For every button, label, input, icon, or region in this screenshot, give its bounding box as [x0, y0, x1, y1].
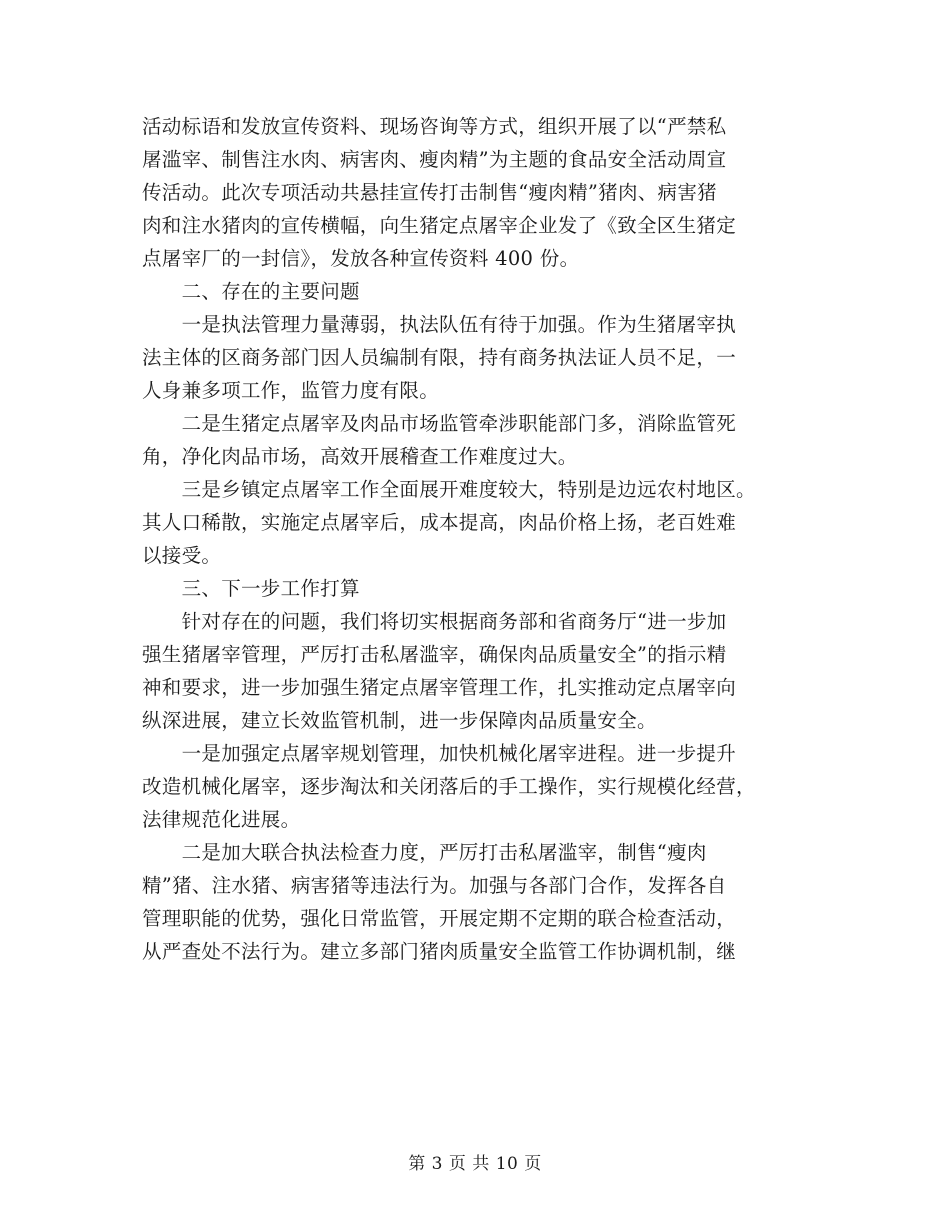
text-line: 活动标语和发放宣传资料、现场咨询等方式，组织开展了以“严禁私 — [142, 115, 727, 138]
text-line: 纵深进展，建立长效监管机制，进一步保障肉品质量安全。 — [142, 709, 657, 732]
text-line: 针对存在的问题，我们将切实根据商务部和省商务厅“进一步加 — [142, 610, 727, 633]
text-line: 改造机械化屠宰，逐步淘汰和关闭落后的手工操作，实行规模化经营， — [142, 775, 756, 798]
text-line: 传活动。此次专项活动共悬挂宣传打击制售“瘦肉精”猪肉、病害猪 — [142, 181, 717, 204]
text-line: 精”猪、注水猪、病害猪等违法行为。加强与各部门合作，发挥各自 — [142, 874, 727, 897]
text-line: 三是乡镇定点屠宰工作全面展开难度较大，特别是边远农村地区。 — [142, 478, 756, 501]
text-line: 点屠宰厂的一封信》，发放各种宣传资料 400 份。 — [142, 247, 580, 270]
text-line: 二是加大联合执法检查力度，严厉打击私屠滥宰，制售“瘦肉 — [142, 841, 707, 864]
text-line: 法律规范化进展。 — [142, 808, 301, 831]
text-line: 一是执法管理力量薄弱，执法队伍有待于加强。作为生猪屠宰执 — [142, 313, 737, 336]
text-line: 法主体的区商务部门因人员编制有限，持有商务执法证人员不足，一 — [142, 346, 737, 369]
text-line: 屠滥宰、制售注水肉、病害肉、瘦肉精”为主题的食品安全活动周宣 — [142, 148, 727, 171]
text-line: 二是生猪定点屠宰及肉品市场监管牵涉职能部门多，消除监管死 — [142, 412, 737, 435]
section-heading: 三、下一步工作打算 — [142, 577, 360, 600]
text-line: 神和要求，进一步加强生猪定点屠宰管理工作，扎实推动定点屠宰向 — [142, 676, 737, 699]
text-line: 以接受。 — [142, 544, 222, 567]
text-line: 强生猪屠宰管理，严厉打击私屠滥宰，确保肉品质量安全”的指示精 — [142, 643, 727, 666]
page-number-footer: 第 3 页 共 10 页 — [408, 1154, 542, 1174]
text-line: 其人口稀散，实施定点屠宰后，成本提高，肉品价格上扬，老百姓难 — [142, 511, 737, 534]
text-line: 管理职能的优势，强化日常监管，开展定期不定期的联合检查活动， — [142, 907, 737, 930]
text-line: 肉和注水猪肉的宣传横幅，向生猪定点屠宰企业发了《致全区生猪定 — [142, 214, 737, 237]
section-heading: 二、存在的主要问题 — [142, 280, 360, 303]
text-line: 一是加强定点屠宰规划管理，加快机械化屠宰进程。进一步提升 — [142, 742, 737, 765]
text-line: 人身兼多项工作，监管力度有限。 — [142, 379, 440, 402]
document-body — [142, 110, 812, 968]
text-line: 从严查处不法行为。建立多部门猪肉质量安全监管工作协调机制，继 — [142, 940, 737, 963]
text-line: 角，净化肉品市场，高效开展稽查工作难度过大。 — [142, 445, 578, 468]
